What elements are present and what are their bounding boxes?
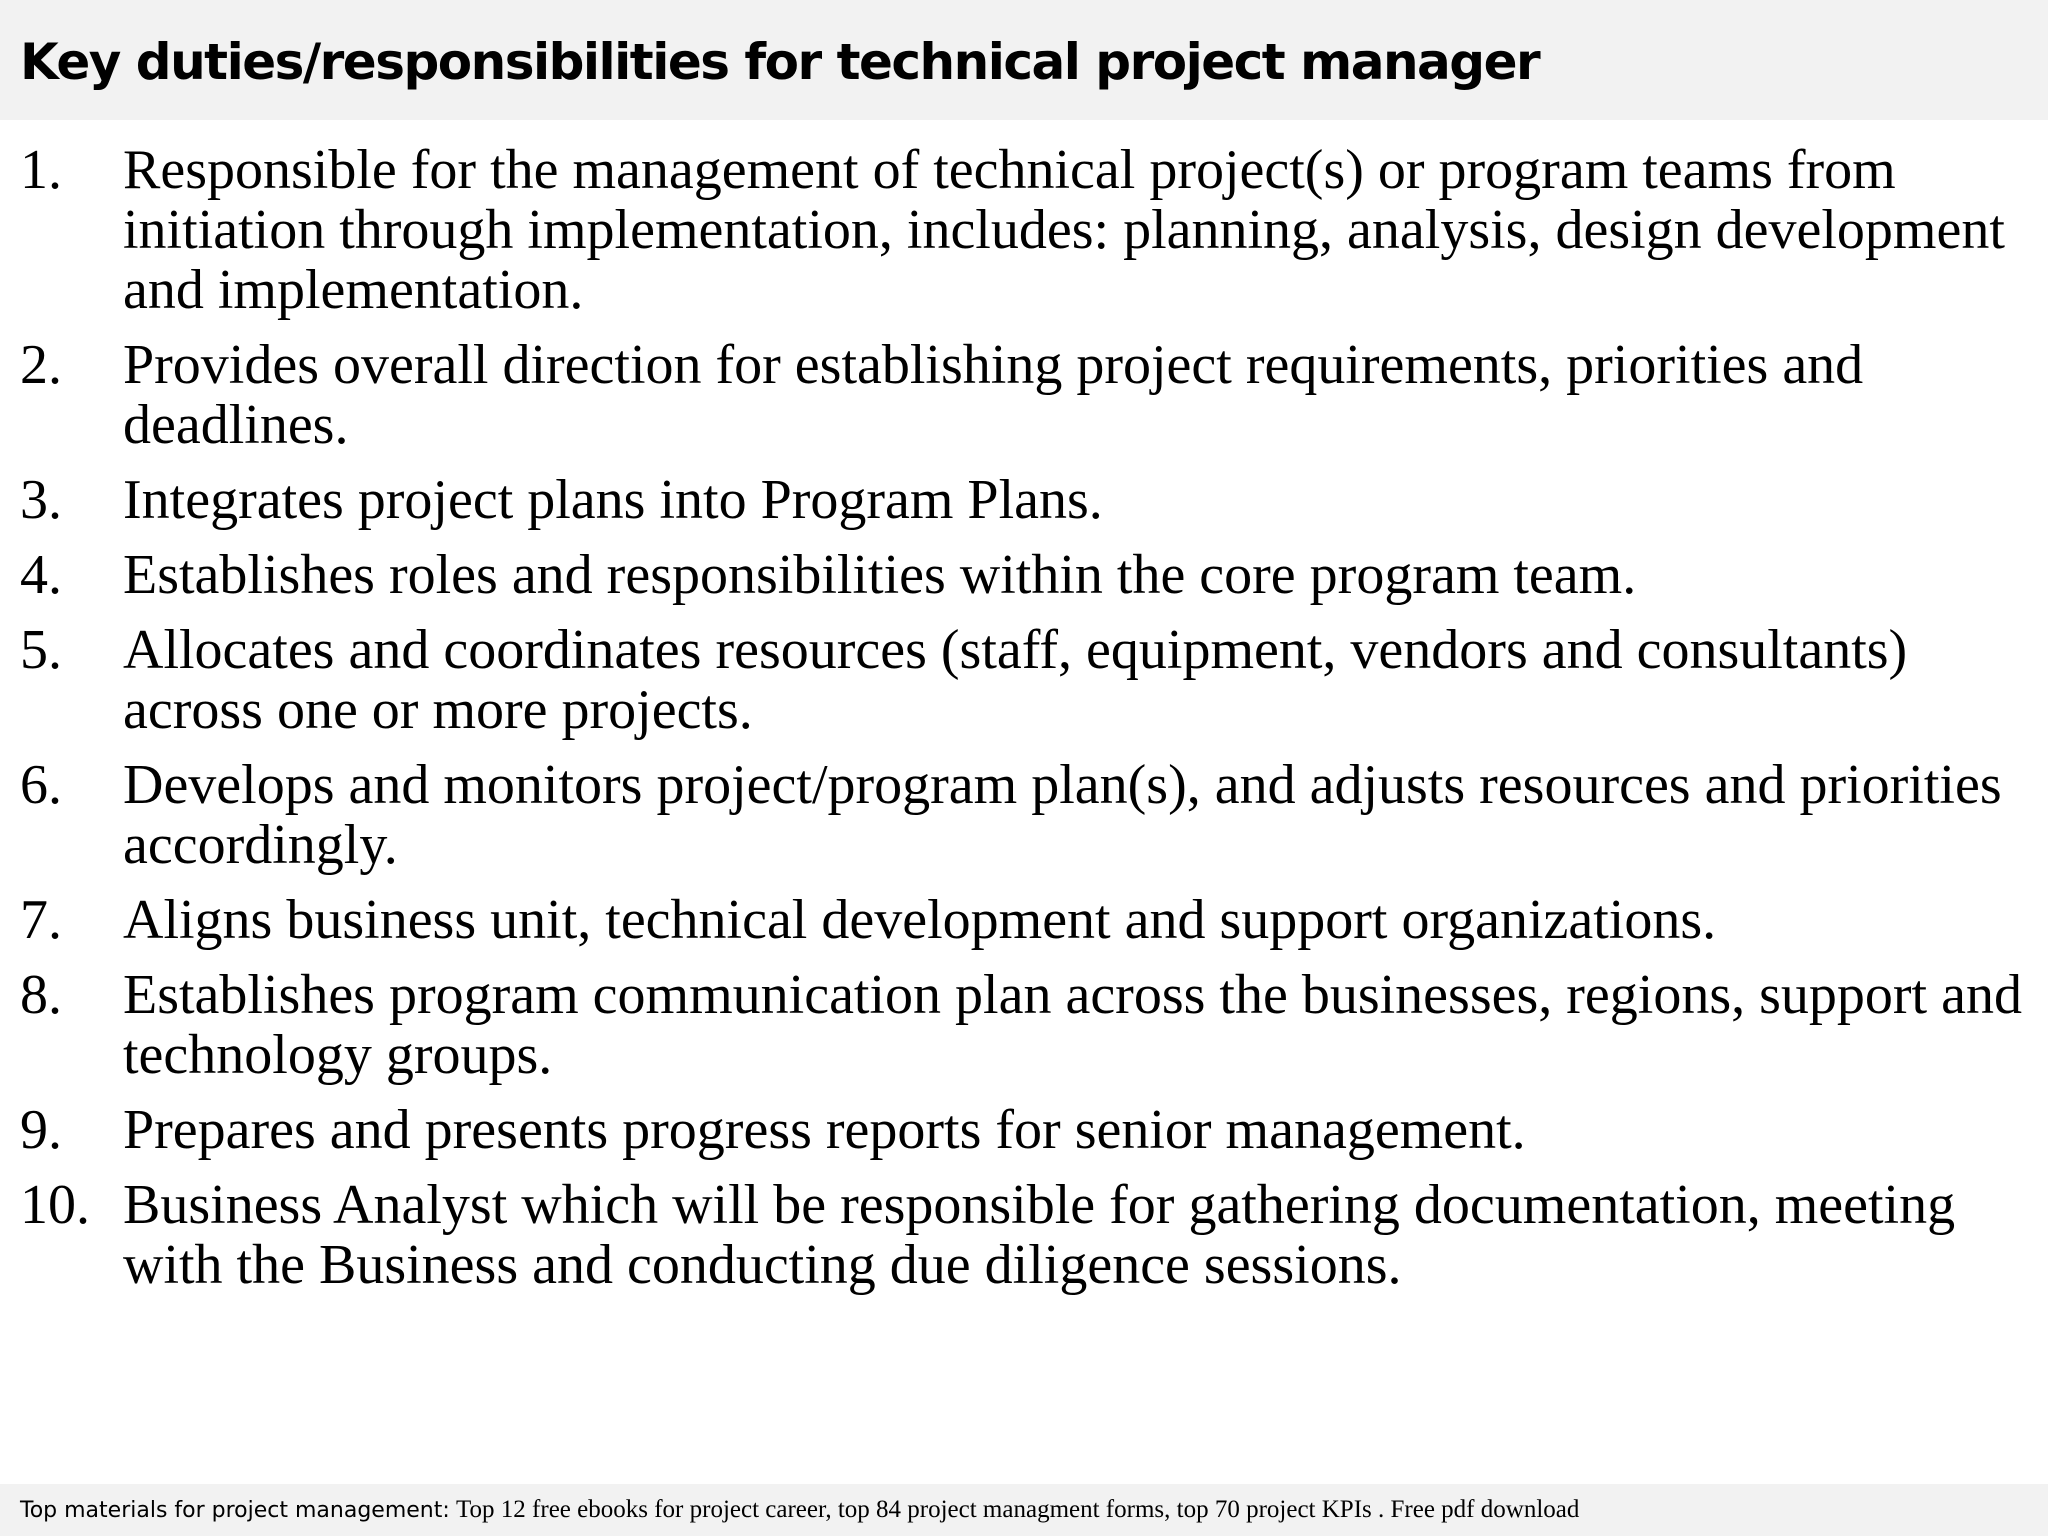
duty-item-8 [0,965,2048,1085]
duty-item-6 [0,755,2048,875]
duty-number: 7. [20,889,62,951]
duty-item-9 [0,1100,2048,1160]
duty-number: 2. [20,334,62,396]
duty-text: Establishes program communication plan across the businesses, regions, support and technology groups. [123,964,2022,1086]
duty-text: Aligns business unit, technical development and support organizations. [123,889,1717,951]
duties-list [0,140,2048,1310]
duty-text: Provides overall direction for establishing project requirements, priorities and deadlines. [123,334,1864,456]
duty-text: Establishes roles and responsibilities within the core program team. [123,544,1637,606]
duty-number: 5. [20,619,62,681]
footer-link-kpis[interactable]: top 70 project KPIs . [1176,1496,1385,1523]
footer-bar [0,1484,2048,1536]
duty-number: 6. [20,754,62,816]
slide-title: Key duties/responsibilities for technical project manager [20,33,1540,91]
duty-item-7 [0,890,2048,950]
duty-number: 3. [20,469,62,531]
duty-text: Integrates project plans into Program Plans. [123,469,1103,531]
footer-links [20,1494,1579,1527]
title-bar [0,0,2048,120]
duty-text: Allocates and coordinates resources (staff, equipment, vendors and consultants) across one or more projects. [123,619,1908,741]
duty-item-3 [0,470,2048,530]
footer-prefix: Top materials for project management: [20,1498,450,1523]
duty-text: Business Analyst which will be responsible for gathering documentation, meeting with the Business and conducting due diligence sessions. [123,1174,1956,1296]
footer-link-forms[interactable]: top 84 project managment forms, [837,1496,1171,1523]
duty-item-5 [0,620,2048,740]
footer-link-download[interactable]: Free pdf download [1390,1496,1580,1523]
duty-item-1 [0,140,2048,320]
duty-number: 8. [20,964,62,1026]
duty-text: Develops and monitors project/program plan(s), and adjusts resources and priorities accordingly. [123,754,2002,876]
duty-number: 4. [20,544,62,606]
footer-link-ebooks[interactable]: Top 12 free ebooks for project career, [456,1496,832,1523]
duty-text: Prepares and presents progress reports for senior management. [123,1099,1526,1161]
duty-number: 1. [20,139,62,201]
duty-item-4 [0,545,2048,605]
duty-number: 9. [20,1099,62,1161]
duty-number: 10. [20,1174,90,1236]
duty-item-2 [0,335,2048,455]
duty-text: Responsible for the management of technical project(s) or program teams from initiation through implementation, includes: planning, analysis, design development and implementation. [123,139,2005,321]
duty-item-10 [0,1175,2048,1295]
